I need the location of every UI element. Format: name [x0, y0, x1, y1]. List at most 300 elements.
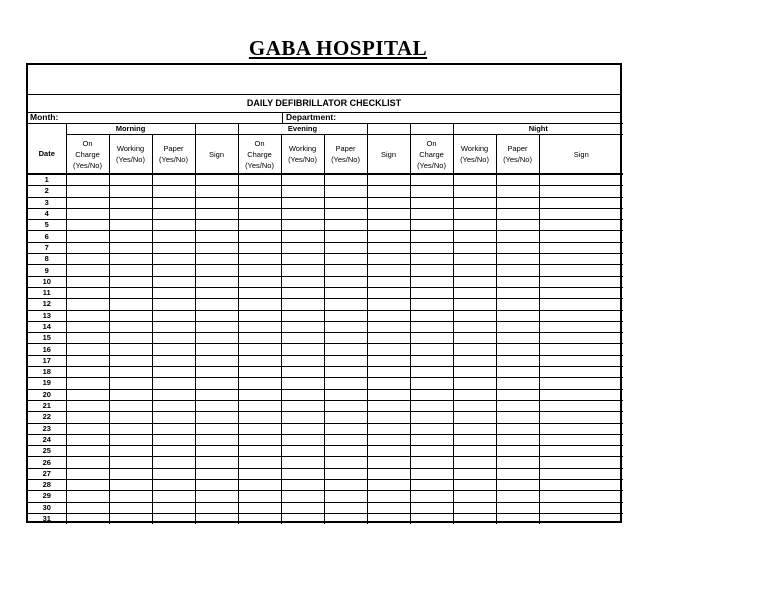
entry-cell[interactable] [281, 333, 324, 344]
entry-cell[interactable] [66, 231, 109, 242]
entry-cell[interactable] [66, 412, 109, 423]
entry-cell[interactable] [539, 299, 623, 310]
entry-cell[interactable] [496, 400, 539, 411]
entry-cell[interactable] [324, 254, 367, 265]
entry-cell[interactable] [496, 299, 539, 310]
entry-cell[interactable] [367, 457, 410, 468]
entry-cell[interactable] [195, 434, 238, 445]
entry-cell[interactable] [238, 344, 281, 355]
entry-cell[interactable] [496, 231, 539, 242]
entry-cell[interactable] [195, 513, 238, 524]
entry-cell[interactable] [238, 480, 281, 491]
entry-cell[interactable] [539, 389, 623, 400]
entry-cell[interactable] [281, 287, 324, 298]
entry-cell[interactable] [195, 310, 238, 321]
entry-cell[interactable] [109, 265, 152, 276]
entry-cell[interactable] [238, 434, 281, 445]
entry-cell[interactable] [367, 434, 410, 445]
entry-cell[interactable] [324, 186, 367, 197]
entry-cell[interactable] [195, 242, 238, 253]
entry-cell[interactable] [410, 423, 453, 434]
entry-cell[interactable] [367, 321, 410, 332]
entry-cell[interactable] [152, 367, 195, 378]
entry-cell[interactable] [66, 220, 109, 231]
entry-cell[interactable] [238, 287, 281, 298]
entry-cell[interactable] [453, 321, 496, 332]
entry-cell[interactable] [109, 254, 152, 265]
entry-cell[interactable] [496, 287, 539, 298]
entry-cell[interactable] [496, 208, 539, 219]
entry-cell[interactable] [66, 299, 109, 310]
entry-cell[interactable] [539, 174, 623, 186]
entry-cell[interactable] [152, 446, 195, 457]
entry-cell[interactable] [410, 400, 453, 411]
entry-cell[interactable] [410, 434, 453, 445]
entry-cell[interactable] [367, 242, 410, 253]
entry-cell[interactable] [195, 378, 238, 389]
entry-cell[interactable] [453, 400, 496, 411]
entry-cell[interactable] [453, 265, 496, 276]
entry-cell[interactable] [152, 412, 195, 423]
entry-cell[interactable] [496, 513, 539, 524]
entry-cell[interactable] [238, 502, 281, 513]
entry-cell[interactable] [238, 174, 281, 186]
entry-cell[interactable] [238, 242, 281, 253]
entry-cell[interactable] [152, 276, 195, 287]
entry-cell[interactable] [281, 389, 324, 400]
entry-cell[interactable] [281, 174, 324, 186]
entry-cell[interactable] [410, 174, 453, 186]
entry-cell[interactable] [453, 310, 496, 321]
entry-cell[interactable] [195, 287, 238, 298]
entry-cell[interactable] [539, 468, 623, 479]
entry-cell[interactable] [539, 265, 623, 276]
entry-cell[interactable] [152, 513, 195, 524]
entry-cell[interactable] [453, 242, 496, 253]
entry-cell[interactable] [324, 389, 367, 400]
entry-cell[interactable] [109, 321, 152, 332]
entry-cell[interactable] [324, 333, 367, 344]
entry-cell[interactable] [539, 502, 623, 513]
entry-cell[interactable] [410, 457, 453, 468]
entry-cell[interactable] [66, 378, 109, 389]
entry-cell[interactable] [66, 513, 109, 524]
entry-cell[interactable] [195, 299, 238, 310]
entry-cell[interactable] [281, 412, 324, 423]
entry-cell[interactable] [281, 502, 324, 513]
entry-cell[interactable] [324, 197, 367, 208]
entry-cell[interactable] [238, 367, 281, 378]
entry-cell[interactable] [496, 434, 539, 445]
entry-cell[interactable] [281, 186, 324, 197]
entry-cell[interactable] [324, 276, 367, 287]
entry-cell[interactable] [281, 299, 324, 310]
entry-cell[interactable] [281, 367, 324, 378]
entry-cell[interactable] [539, 457, 623, 468]
entry-cell[interactable] [453, 480, 496, 491]
entry-cell[interactable] [281, 265, 324, 276]
entry-cell[interactable] [496, 378, 539, 389]
entry-cell[interactable] [66, 333, 109, 344]
entry-cell[interactable] [367, 367, 410, 378]
entry-cell[interactable] [496, 446, 539, 457]
entry-cell[interactable] [152, 333, 195, 344]
entry-cell[interactable] [195, 480, 238, 491]
entry-cell[interactable] [410, 389, 453, 400]
entry-cell[interactable] [410, 513, 453, 524]
entry-cell[interactable] [496, 254, 539, 265]
entry-cell[interactable] [195, 491, 238, 502]
entry-cell[interactable] [410, 321, 453, 332]
entry-cell[interactable] [367, 378, 410, 389]
entry-cell[interactable] [367, 208, 410, 219]
entry-cell[interactable] [367, 197, 410, 208]
entry-cell[interactable] [367, 299, 410, 310]
entry-cell[interactable] [453, 276, 496, 287]
entry-cell[interactable] [367, 231, 410, 242]
entry-cell[interactable] [539, 197, 623, 208]
entry-cell[interactable] [109, 513, 152, 524]
entry-cell[interactable] [410, 276, 453, 287]
entry-cell[interactable] [238, 321, 281, 332]
entry-cell[interactable] [539, 446, 623, 457]
entry-cell[interactable] [453, 468, 496, 479]
entry-cell[interactable] [539, 434, 623, 445]
entry-cell[interactable] [410, 231, 453, 242]
entry-cell[interactable] [367, 468, 410, 479]
entry-cell[interactable] [109, 367, 152, 378]
entry-cell[interactable] [195, 220, 238, 231]
entry-cell[interactable] [410, 344, 453, 355]
entry-cell[interactable] [496, 457, 539, 468]
entry-cell[interactable] [324, 412, 367, 423]
entry-cell[interactable] [195, 502, 238, 513]
entry-cell[interactable] [539, 242, 623, 253]
entry-cell[interactable] [109, 457, 152, 468]
entry-cell[interactable] [367, 265, 410, 276]
entry-cell[interactable] [109, 287, 152, 298]
entry-cell[interactable] [324, 242, 367, 253]
entry-cell[interactable] [324, 310, 367, 321]
entry-cell[interactable] [496, 355, 539, 366]
entry-cell[interactable] [109, 355, 152, 366]
entry-cell[interactable] [324, 321, 367, 332]
entry-cell[interactable] [367, 344, 410, 355]
entry-cell[interactable] [367, 310, 410, 321]
entry-cell[interactable] [539, 231, 623, 242]
entry-cell[interactable] [539, 491, 623, 502]
entry-cell[interactable] [496, 276, 539, 287]
entry-cell[interactable] [367, 491, 410, 502]
entry-cell[interactable] [238, 265, 281, 276]
entry-cell[interactable] [453, 367, 496, 378]
entry-cell[interactable] [496, 423, 539, 434]
entry-cell[interactable] [539, 333, 623, 344]
entry-cell[interactable] [109, 208, 152, 219]
entry-cell[interactable] [410, 491, 453, 502]
entry-cell[interactable] [66, 389, 109, 400]
entry-cell[interactable] [66, 468, 109, 479]
entry-cell[interactable] [281, 378, 324, 389]
entry-cell[interactable] [324, 502, 367, 513]
entry-cell[interactable] [539, 400, 623, 411]
entry-cell[interactable] [281, 254, 324, 265]
entry-cell[interactable] [324, 287, 367, 298]
entry-cell[interactable] [152, 434, 195, 445]
entry-cell[interactable] [281, 220, 324, 231]
entry-cell[interactable] [281, 321, 324, 332]
entry-cell[interactable] [109, 412, 152, 423]
entry-cell[interactable] [324, 265, 367, 276]
entry-cell[interactable] [152, 197, 195, 208]
entry-cell[interactable] [109, 434, 152, 445]
entry-cell[interactable] [324, 378, 367, 389]
entry-cell[interactable] [152, 480, 195, 491]
entry-cell[interactable] [152, 423, 195, 434]
entry-cell[interactable] [195, 468, 238, 479]
entry-cell[interactable] [324, 299, 367, 310]
entry-cell[interactable] [367, 446, 410, 457]
entry-cell[interactable] [496, 468, 539, 479]
entry-cell[interactable] [539, 310, 623, 321]
entry-cell[interactable] [324, 355, 367, 366]
entry-cell[interactable] [152, 254, 195, 265]
entry-cell[interactable] [195, 265, 238, 276]
entry-cell[interactable] [238, 468, 281, 479]
entry-cell[interactable] [453, 502, 496, 513]
entry-cell[interactable] [539, 513, 623, 524]
entry-cell[interactable] [66, 446, 109, 457]
entry-cell[interactable] [453, 434, 496, 445]
entry-cell[interactable] [410, 242, 453, 253]
entry-cell[interactable] [238, 186, 281, 197]
entry-cell[interactable] [109, 344, 152, 355]
entry-cell[interactable] [66, 457, 109, 468]
entry-cell[interactable] [195, 389, 238, 400]
entry-cell[interactable] [539, 378, 623, 389]
entry-cell[interactable] [238, 333, 281, 344]
entry-cell[interactable] [109, 491, 152, 502]
entry-cell[interactable] [496, 197, 539, 208]
entry-cell[interactable] [238, 457, 281, 468]
entry-cell[interactable] [453, 220, 496, 231]
entry-cell[interactable] [238, 220, 281, 231]
entry-cell[interactable] [324, 468, 367, 479]
entry-cell[interactable] [496, 321, 539, 332]
entry-cell[interactable] [281, 197, 324, 208]
entry-cell[interactable] [496, 491, 539, 502]
entry-cell[interactable] [109, 220, 152, 231]
entry-cell[interactable] [410, 220, 453, 231]
entry-cell[interactable] [109, 400, 152, 411]
entry-cell[interactable] [453, 186, 496, 197]
entry-cell[interactable] [453, 197, 496, 208]
entry-cell[interactable] [66, 344, 109, 355]
entry-cell[interactable] [152, 208, 195, 219]
entry-cell[interactable] [453, 254, 496, 265]
entry-cell[interactable] [324, 423, 367, 434]
entry-cell[interactable] [367, 389, 410, 400]
entry-cell[interactable] [238, 412, 281, 423]
entry-cell[interactable] [496, 344, 539, 355]
entry-cell[interactable] [281, 434, 324, 445]
entry-cell[interactable] [539, 367, 623, 378]
entry-cell[interactable] [152, 310, 195, 321]
entry-cell[interactable] [109, 333, 152, 344]
entry-cell[interactable] [539, 208, 623, 219]
entry-cell[interactable] [453, 333, 496, 344]
entry-cell[interactable] [238, 446, 281, 457]
entry-cell[interactable] [453, 513, 496, 524]
entry-cell[interactable] [410, 265, 453, 276]
entry-cell[interactable] [281, 513, 324, 524]
entry-cell[interactable] [281, 446, 324, 457]
entry-cell[interactable] [410, 355, 453, 366]
entry-cell[interactable] [152, 502, 195, 513]
entry-cell[interactable] [66, 310, 109, 321]
entry-cell[interactable] [324, 367, 367, 378]
entry-cell[interactable] [496, 367, 539, 378]
entry-cell[interactable] [195, 355, 238, 366]
entry-cell[interactable] [152, 299, 195, 310]
entry-cell[interactable] [66, 208, 109, 219]
entry-cell[interactable] [410, 287, 453, 298]
entry-cell[interactable] [453, 174, 496, 186]
entry-cell[interactable] [367, 400, 410, 411]
entry-cell[interactable] [109, 276, 152, 287]
entry-cell[interactable] [496, 389, 539, 400]
entry-cell[interactable] [410, 299, 453, 310]
entry-cell[interactable] [496, 265, 539, 276]
entry-cell[interactable] [324, 446, 367, 457]
entry-cell[interactable] [539, 254, 623, 265]
entry-cell[interactable] [238, 355, 281, 366]
entry-cell[interactable] [195, 344, 238, 355]
entry-cell[interactable] [367, 355, 410, 366]
entry-cell[interactable] [496, 186, 539, 197]
entry-cell[interactable] [324, 400, 367, 411]
entry-cell[interactable] [410, 367, 453, 378]
entry-cell[interactable] [109, 480, 152, 491]
entry-cell[interactable] [238, 299, 281, 310]
entry-cell[interactable] [453, 378, 496, 389]
entry-cell[interactable] [539, 186, 623, 197]
entry-cell[interactable] [324, 208, 367, 219]
entry-cell[interactable] [152, 389, 195, 400]
entry-cell[interactable] [410, 254, 453, 265]
entry-cell[interactable] [281, 468, 324, 479]
entry-cell[interactable] [66, 254, 109, 265]
entry-cell[interactable] [281, 355, 324, 366]
entry-cell[interactable] [410, 378, 453, 389]
entry-cell[interactable] [453, 491, 496, 502]
entry-cell[interactable] [109, 389, 152, 400]
entry-cell[interactable] [109, 242, 152, 253]
entry-cell[interactable] [109, 378, 152, 389]
entry-cell[interactable] [238, 310, 281, 321]
entry-cell[interactable] [195, 186, 238, 197]
entry-cell[interactable] [539, 276, 623, 287]
entry-cell[interactable] [109, 197, 152, 208]
entry-cell[interactable] [281, 208, 324, 219]
entry-cell[interactable] [453, 287, 496, 298]
entry-cell[interactable] [281, 480, 324, 491]
entry-cell[interactable] [66, 480, 109, 491]
entry-cell[interactable] [195, 254, 238, 265]
entry-cell[interactable] [496, 502, 539, 513]
entry-cell[interactable] [281, 457, 324, 468]
entry-cell[interactable] [66, 400, 109, 411]
entry-cell[interactable] [195, 412, 238, 423]
entry-cell[interactable] [539, 480, 623, 491]
entry-cell[interactable] [152, 344, 195, 355]
entry-cell[interactable] [195, 174, 238, 186]
entry-cell[interactable] [539, 423, 623, 434]
entry-cell[interactable] [66, 174, 109, 186]
entry-cell[interactable] [238, 197, 281, 208]
entry-cell[interactable] [453, 446, 496, 457]
entry-cell[interactable] [324, 491, 367, 502]
entry-cell[interactable] [496, 310, 539, 321]
entry-cell[interactable] [324, 513, 367, 524]
entry-cell[interactable] [152, 186, 195, 197]
entry-cell[interactable] [195, 400, 238, 411]
entry-cell[interactable] [453, 208, 496, 219]
entry-cell[interactable] [453, 231, 496, 242]
entry-cell[interactable] [109, 231, 152, 242]
entry-cell[interactable] [281, 400, 324, 411]
entry-cell[interactable] [109, 446, 152, 457]
entry-cell[interactable] [152, 321, 195, 332]
entry-cell[interactable] [496, 333, 539, 344]
entry-cell[interactable] [195, 231, 238, 242]
entry-cell[interactable] [496, 174, 539, 186]
entry-cell[interactable] [539, 412, 623, 423]
entry-cell[interactable] [109, 468, 152, 479]
entry-cell[interactable] [410, 333, 453, 344]
entry-cell[interactable] [109, 174, 152, 186]
entry-cell[interactable] [281, 491, 324, 502]
entry-cell[interactable] [410, 502, 453, 513]
entry-cell[interactable] [367, 502, 410, 513]
entry-cell[interactable] [109, 502, 152, 513]
entry-cell[interactable] [324, 344, 367, 355]
entry-cell[interactable] [66, 197, 109, 208]
entry-cell[interactable] [367, 480, 410, 491]
entry-cell[interactable] [367, 174, 410, 186]
entry-cell[interactable] [152, 174, 195, 186]
entry-cell[interactable] [66, 265, 109, 276]
entry-cell[interactable] [152, 491, 195, 502]
entry-cell[interactable] [66, 242, 109, 253]
entry-cell[interactable] [195, 446, 238, 457]
entry-cell[interactable] [410, 412, 453, 423]
entry-cell[interactable] [152, 468, 195, 479]
entry-cell[interactable] [195, 276, 238, 287]
entry-cell[interactable] [453, 299, 496, 310]
entry-cell[interactable] [539, 355, 623, 366]
entry-cell[interactable] [152, 231, 195, 242]
entry-cell[interactable] [324, 231, 367, 242]
entry-cell[interactable] [324, 174, 367, 186]
entry-cell[interactable] [238, 400, 281, 411]
entry-cell[interactable] [238, 491, 281, 502]
entry-cell[interactable] [281, 310, 324, 321]
entry-cell[interactable] [152, 287, 195, 298]
entry-cell[interactable] [539, 344, 623, 355]
entry-cell[interactable] [367, 412, 410, 423]
entry-cell[interactable] [324, 480, 367, 491]
